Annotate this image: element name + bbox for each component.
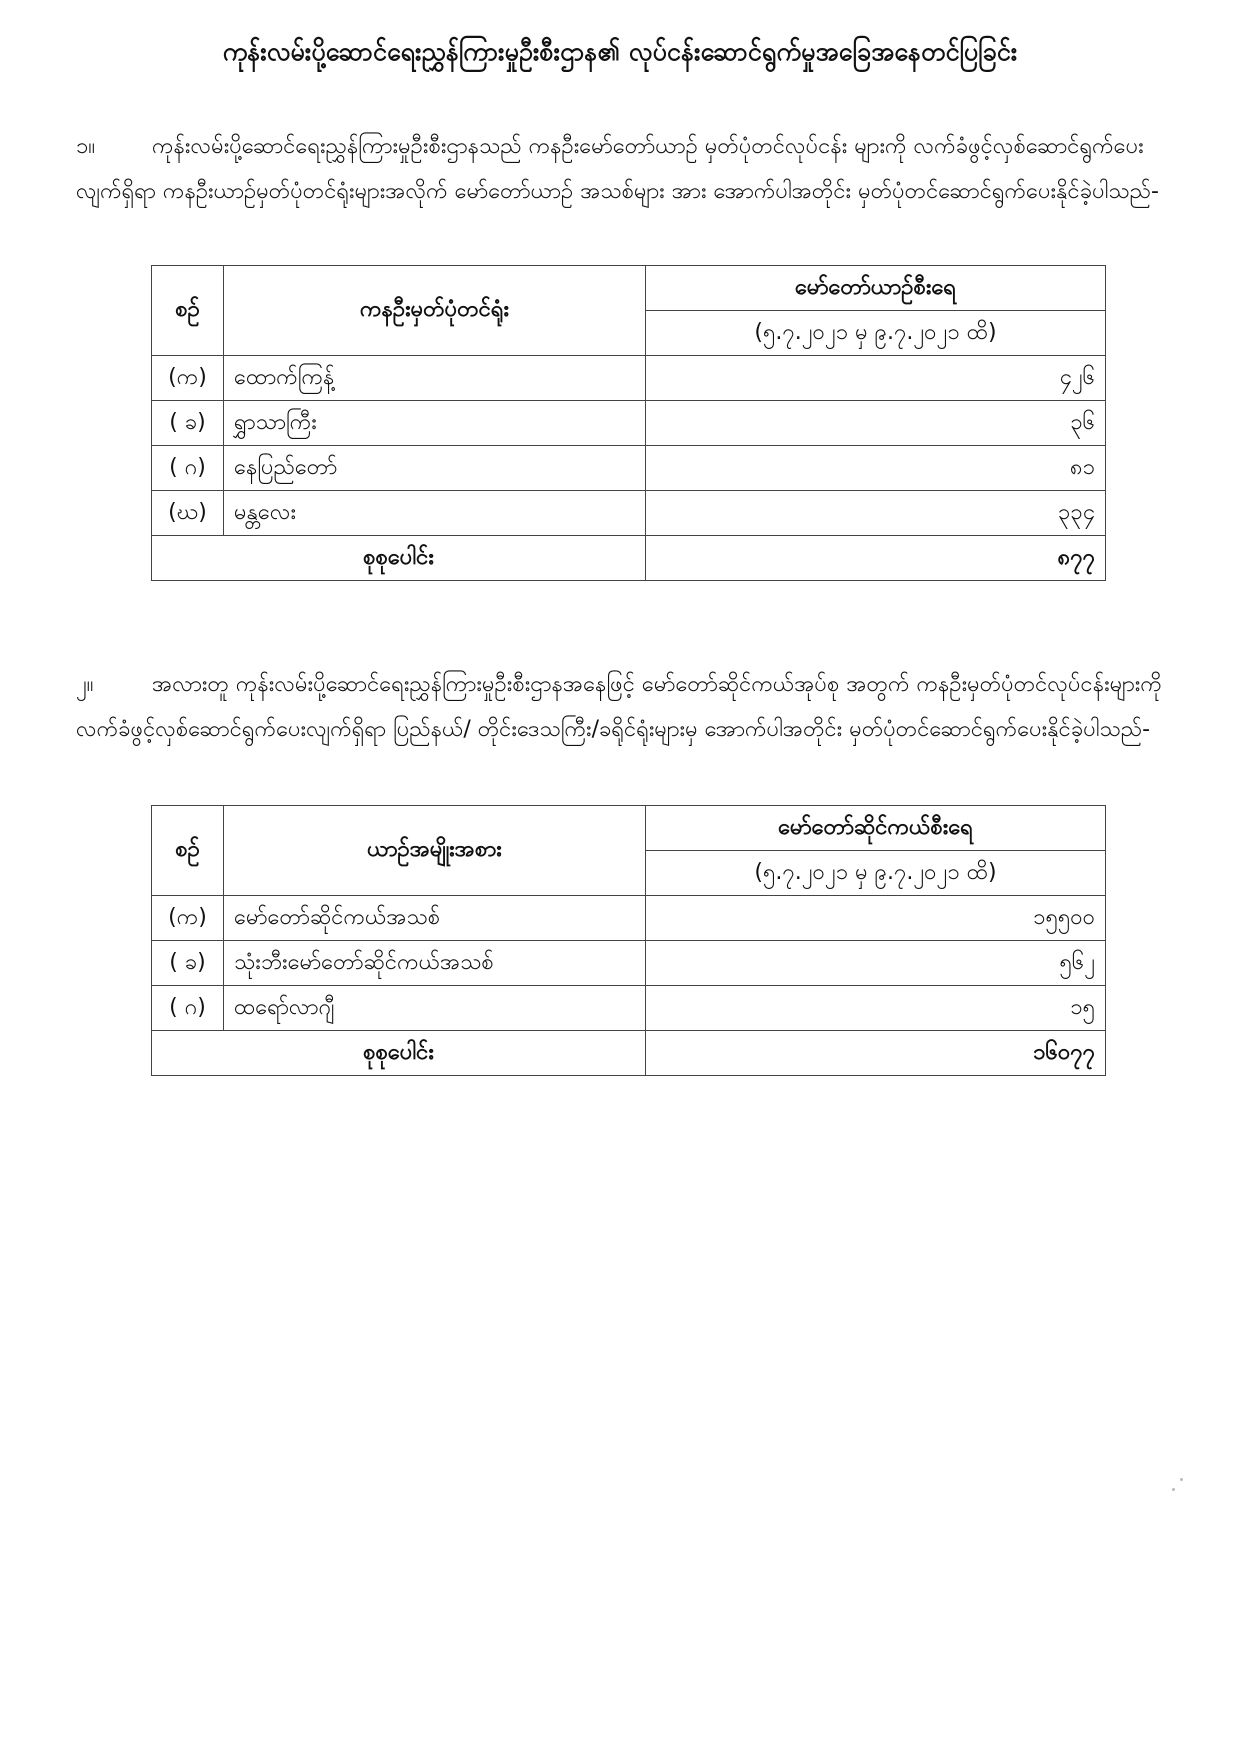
row-no: ( ဂ) bbox=[152, 446, 224, 491]
table-row bbox=[152, 941, 1106, 986]
scan-speck bbox=[1180, 1478, 1183, 1481]
section-1-number: ၁။ bbox=[76, 134, 96, 159]
section-1-paragraph bbox=[76, 124, 1166, 214]
total-value: ၁၆၀၇၇ bbox=[646, 1031, 1106, 1076]
table-row bbox=[152, 356, 1106, 401]
col-date-header: (၅.၇.၂၀၂၁ မှ ၉.၇.၂၀၂၁ ထိ) bbox=[646, 851, 1106, 896]
row-no: (က) bbox=[152, 896, 224, 941]
section-2-paragraph bbox=[76, 662, 1166, 752]
col-name-header: ယာဉ်အမျိုးအစား bbox=[224, 806, 646, 896]
section-2-number: ၂။ bbox=[76, 672, 94, 697]
row-value: ၅၆၂ bbox=[646, 941, 1106, 986]
row-value: ၃၆ bbox=[646, 401, 1106, 446]
row-value: ၁၅၅၀၀ bbox=[646, 896, 1106, 941]
row-name: ရွှာသာကြီး bbox=[224, 401, 646, 446]
page-title: ကုန်းလမ်းပို့ဆောင်ရေးညွှန်ကြားမှုဦးစီးဌာန၏ လုပ်ငန်းဆောင်ရွက်မှုအခြေအနေတင်ပြခြင်း bbox=[222, 37, 1018, 66]
row-no: ( ခ) bbox=[152, 401, 224, 446]
section-1-text: ကုန်းလမ်းပို့ဆောင်ရေးညွှန်ကြားမှုဦးစီးဌာနသည် ကနဦးမော်တော်ယာဉ် မှတ်ပုံတင်လုပ်ငန်း များကို လက်ခံဖွင့်လှစ်ဆောင်ရွက်ပေးလျက်ရှိရာ ကနဦးယာဉ်မှတ်ပုံတင်ရုံးများအလိုက် မော်တော်ယာဉ် အသစ်များ အား အောက်ပါအတိုင်း မှတ်ပုံတင်ဆောင်ရွက်ပေးနိုင်ခဲ့ပါသည်- bbox=[76, 134, 1159, 204]
table-total-row bbox=[152, 536, 1106, 581]
row-value: ၄၂၆ bbox=[646, 356, 1106, 401]
row-name: မော်တော်ဆိုင်ကယ်အသစ် bbox=[224, 896, 646, 941]
row-name: ထောက်ကြန့် bbox=[224, 356, 646, 401]
col-date-header: (၅.၇.၂၀၂၁ မှ ၉.၇.၂၀၂၁ ထိ) bbox=[646, 311, 1106, 356]
row-value: ၈၁ bbox=[646, 446, 1106, 491]
col-value-header: မော်တော်ယာဉ်စီးရေ bbox=[646, 266, 1106, 311]
row-name: သုံးဘီးမော်တော်ဆိုင်ကယ်အသစ် bbox=[224, 941, 646, 986]
table-header-row bbox=[152, 806, 1106, 851]
table-row bbox=[152, 446, 1106, 491]
row-name: နေပြည်တော် bbox=[224, 446, 646, 491]
row-no: ( ဂ) bbox=[152, 986, 224, 1031]
total-value: ၈၇၇ bbox=[646, 536, 1106, 581]
col-name-header: ကနဦးမှတ်ပုံတင်ရုံး bbox=[224, 266, 646, 356]
table-row bbox=[152, 491, 1106, 536]
total-label: စုစုပေါင်း bbox=[152, 536, 646, 581]
table-row bbox=[152, 986, 1106, 1031]
col-no-header: စဉ် bbox=[152, 266, 224, 356]
row-name: ထရော်လာဂျီ bbox=[224, 986, 646, 1031]
scan-speck bbox=[1172, 1488, 1175, 1491]
section-2-text: အလားတူ ကုန်းလမ်းပို့ဆောင်ရေးညွှန်ကြားမှုဦးစီးဌာနအနေဖြင့် မော်တော်ဆိုင်ကယ်အုပ်စု အတွက် ကနဦးမှတ်ပုံတင်လုပ်ငန်းများကို လက်ခံဖွင့်လှစ်ဆောင်ရွက်ပေးလျက်ရှိရာ ပြည်နယ်/ တိုင်းဒေသကြီး/ခရိုင်ရုံးများမှ အောက်ပါအတိုင်း မှတ်ပုံတင်ဆောင်ရွက်ပေးနိုင်ခဲ့ပါသည်- bbox=[76, 672, 1162, 742]
row-name: မန္တလေး bbox=[224, 491, 646, 536]
col-no-header: စဉ် bbox=[152, 806, 224, 896]
row-no: (ဃ) bbox=[152, 491, 224, 536]
table-header-row bbox=[152, 266, 1106, 311]
registration-office-table bbox=[151, 265, 1106, 581]
table-row bbox=[152, 401, 1106, 446]
table-row bbox=[152, 896, 1106, 941]
row-value: ၃၃၄ bbox=[646, 491, 1106, 536]
row-no: (က) bbox=[152, 356, 224, 401]
total-label: စုစုပေါင်း bbox=[152, 1031, 646, 1076]
table-total-row bbox=[152, 1031, 1106, 1076]
col-value-header: မော်တော်ဆိုင်ကယ်စီးရေ bbox=[646, 806, 1106, 851]
row-value: ၁၅ bbox=[646, 986, 1106, 1031]
vehicle-type-table bbox=[151, 805, 1106, 1076]
row-no: ( ခ) bbox=[152, 941, 224, 986]
